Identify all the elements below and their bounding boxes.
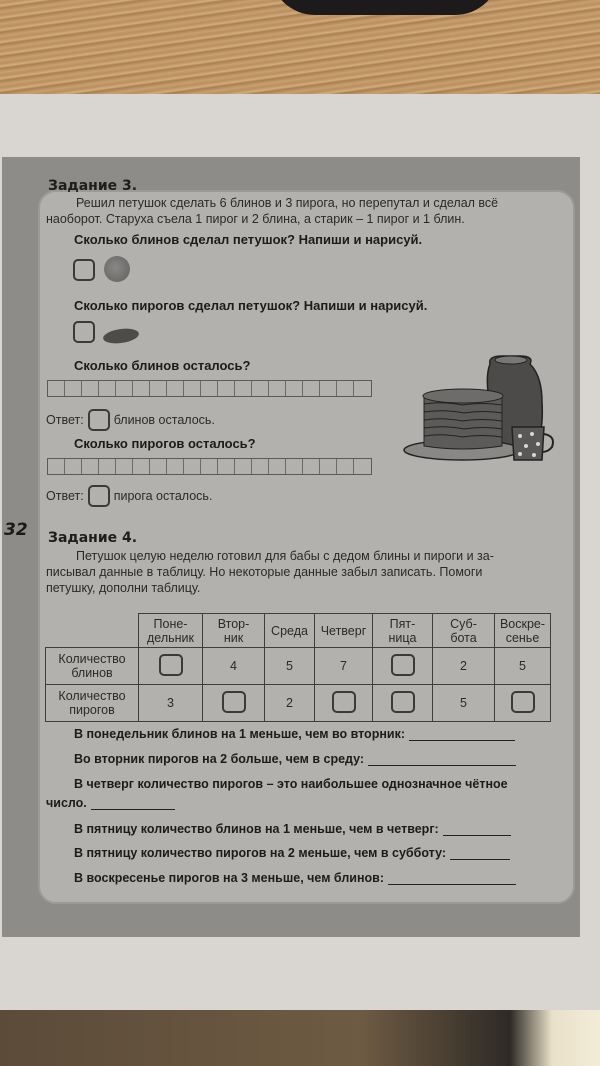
cell-pancakes-thursday: 7: [315, 648, 373, 685]
empty-answer-box: [222, 691, 246, 713]
condition-monday-pancakes: В понедельник блинов на 1 меньше, чем во вторник:: [74, 727, 515, 741]
answer-blank[interactable]: [368, 754, 516, 766]
answer-blank[interactable]: [443, 824, 511, 836]
page-number: 32: [4, 520, 28, 540]
empty-answer-box: [391, 691, 415, 713]
cell-pies-friday[interactable]: [373, 685, 433, 722]
cell-pies-tuesday[interactable]: [203, 685, 265, 722]
condition-friday-pancakes: В пятницу количество блинов на 1 меньше, чем в четверг:: [74, 822, 511, 836]
condition-friday-pies: В пятницу количество пирогов на 2 меньше, чем в субботу:: [74, 846, 510, 860]
column-sunday: Воскре- сенье: [495, 614, 551, 648]
pies-calculation-grid[interactable]: [47, 458, 372, 475]
pancake-icon: [104, 256, 130, 282]
task4-paragraph-line3: петушку, дополни таблицу.: [46, 581, 201, 595]
answer-label: Ответ:: [46, 489, 84, 503]
answer-label: Ответ:: [46, 413, 84, 427]
answer-blank[interactable]: [91, 798, 175, 810]
week-table: [45, 613, 551, 722]
column-friday: Пят- ница: [373, 614, 433, 648]
condition-thursday-pies-line2: число.: [46, 796, 175, 810]
task4-paragraph-line2: писывал данные в таблицу. Но некоторые данные забыл записать. Помоги: [46, 565, 483, 579]
pancakes-calculation-grid[interactable]: [47, 380, 372, 397]
pancake-count-box[interactable]: [73, 259, 95, 286]
cell-pancakes-tuesday: 4: [203, 648, 265, 685]
empty-answer-box: [159, 654, 183, 676]
answer-pies-line: [46, 485, 212, 507]
cell-pancakes-wednesday: 5: [265, 648, 315, 685]
answer-pancakes-line: [46, 409, 215, 431]
cell-pancakes-saturday: 2: [433, 648, 495, 685]
pancake-stack-illustration: [402, 352, 562, 467]
table-header-row: [46, 614, 551, 648]
table-row-pies: [46, 685, 551, 722]
cell-pancakes-friday[interactable]: [373, 648, 433, 685]
answer-pancakes-box[interactable]: [88, 409, 110, 431]
condition-sunday-pies: В воскресенье пирогов на 3 меньше, чем блинов:: [74, 871, 516, 885]
task4-title: Задание 4.: [48, 530, 138, 546]
column-monday: Поне- дельник: [139, 614, 203, 648]
cell-pies-monday: 3: [139, 685, 203, 722]
pie-count-box[interactable]: [73, 321, 95, 348]
pie-icon: [102, 327, 140, 346]
answer-blank[interactable]: [450, 848, 510, 860]
answer-blank[interactable]: [409, 729, 515, 741]
condition-thursday-pies-line1: В четверг количество пирогов – это наибольшее однозначное чётное: [74, 777, 508, 791]
column-thursday: Четверг: [315, 614, 373, 648]
task3-paragraph-line1: Решил петушок сделать 6 блинов и 3 пирога, но перепутал и сделал всё: [76, 196, 499, 210]
row-label-pancakes: Количество блинов: [46, 648, 139, 685]
column-tuesday: Втор- ник: [203, 614, 265, 648]
cell-pies-thursday[interactable]: [315, 685, 373, 722]
column-wednesday: Среда: [265, 614, 315, 648]
cell-pies-wednesday: 2: [265, 685, 315, 722]
table-row-pancakes: [46, 648, 551, 685]
cell-pancakes-sunday: 5: [495, 648, 551, 685]
task3-question3: Сколько блинов осталось?: [74, 358, 251, 373]
column-saturday: Суб- бота: [433, 614, 495, 648]
task3-paragraph-line2: наоборот. Старуха съела 1 пирог и 2 блина, а старик – 1 пирог и 1 блин.: [46, 212, 465, 226]
task3-question1: Сколько блинов сделал петушок? Напиши и нарисуй.: [74, 232, 423, 247]
cell-pancakes-monday[interactable]: [139, 648, 203, 685]
answer-pies-box[interactable]: [88, 485, 110, 507]
cell-pies-sunday[interactable]: [495, 685, 551, 722]
empty-answer-box: [391, 654, 415, 676]
row-label-pies: Количество пирогов: [46, 685, 139, 722]
condition-tuesday-pies: Во вторник пирогов на 2 больше, чем в среду:: [74, 752, 516, 766]
answer-suffix: блинов осталось.: [113, 413, 215, 427]
task4-paragraph-line1: Петушок целую неделю готовил для бабы с дедом блины и пироги и за-: [76, 549, 494, 563]
task3-question4: Сколько пирогов осталось?: [74, 436, 256, 451]
empty-answer-box: [511, 691, 535, 713]
empty-answer-box: [332, 691, 356, 713]
cell-pies-saturday: 5: [433, 685, 495, 722]
answer-suffix: пирога осталось.: [113, 489, 213, 503]
task3-title: Задание 3.: [48, 178, 138, 194]
answer-blank[interactable]: [388, 873, 516, 885]
task3-question2: Сколько пирогов сделал петушок? Напиши и нарисуй.: [74, 298, 428, 313]
